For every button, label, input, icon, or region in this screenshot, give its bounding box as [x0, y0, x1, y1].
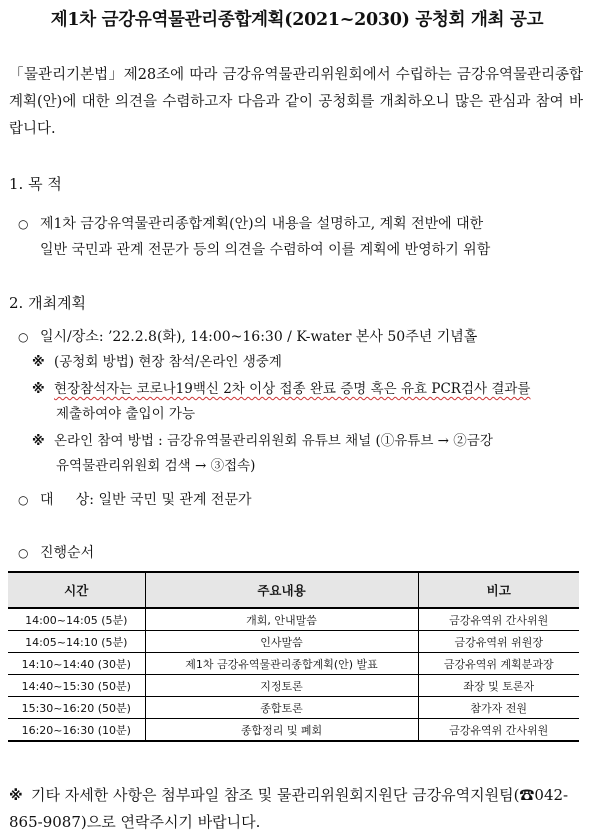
content-cell: 개회, 안내말씀 — [145, 608, 418, 631]
time-cell: 14:40~15:30 (50분) — [8, 675, 145, 697]
content-cell: 제1차 금강유역물관리종합계획(안) 발표 — [145, 653, 418, 675]
remarks-cell: 금강유역위 간사위원 — [418, 608, 579, 631]
remarks-cell: 금강유역위 계획분과장 — [418, 653, 579, 675]
content-cell: 종합정리 및 폐회 — [145, 719, 418, 742]
remarks-cell: 금강유역위 위원장 — [418, 631, 579, 653]
section-plan-heading: 2. 개최계획 — [9, 294, 87, 312]
time-cell: 15:30~16:20 (50분) — [8, 697, 145, 719]
plan-target-text: 대 상: 일반 국민 및 관계 전문가 — [40, 492, 252, 508]
plan-note-3-cont: 유역물관리위원회 검색 → ③접속) — [56, 458, 256, 474]
table-row — [8, 675, 579, 697]
reference-mark-icon: ※ — [9, 788, 23, 804]
purpose-line-2: 일반 국민과 관계 전문가 등의 의견을 수렴하여 이를 계획에 반영하기 위함 — [40, 242, 491, 258]
purpose-text-1: 제1차 금강유역물관리종합계획(안)의 내용을 설명하고, 계획 전반에 대한 — [40, 216, 484, 232]
plan-note-2-text: 현장참석자는 코로나19백신 2차 이상 접종 완료 증명 혹은 유효 PCR검사 결과를 — [54, 381, 531, 397]
plan-note-1 — [32, 351, 282, 374]
header-remarks: 비고 — [418, 572, 579, 608]
page-title: 제1차 금강유역물관리종합계획(2021~2030) 공청회 개최 공고 — [50, 10, 544, 30]
circle-bullet-icon: ○ — [18, 217, 29, 231]
footer-note — [9, 782, 587, 835]
remarks-cell: 금강유역위 간사위원 — [418, 719, 579, 742]
schedule-table — [8, 571, 579, 742]
time-cell: 16:20~16:30 (10분) — [8, 719, 145, 742]
intro-paragraph: 「물관리기본법」제28조에 따라 금강유역물관리위원회에서 수립하는 금강유역물관리종합계획(안)에 대한 의견을 수렴하고자 다음과 같이 공청회를 개최하오니 많은 관심과 참여 바랍니다. — [9, 67, 583, 137]
footer-note-text: 기타 자세한 사항은 첨부파일 참조 및 물관리위원회지원단 금강유역지원팀(☎042-865-9087)으로 연락주시기 바랍니다. — [9, 786, 569, 831]
circle-bullet-icon: ○ — [18, 493, 29, 507]
header-time: 시간 — [8, 572, 145, 608]
schedule-header-row — [8, 572, 579, 608]
table-row — [8, 608, 579, 631]
circle-bullet-icon: ○ — [18, 330, 29, 344]
plan-note-2-cont: 제출하여야 출입이 가능 — [56, 406, 195, 422]
content-cell: 인사말씀 — [145, 631, 418, 653]
content-cell: 지정토론 — [145, 675, 418, 697]
plan-note-1-text: (공청회 방법) 현장 참석/온라인 생중계 — [54, 354, 282, 370]
remarks-cell: 좌장 및 토론자 — [418, 675, 579, 697]
plan-target-line — [18, 489, 252, 511]
plan-note-3-text: 온라인 참여 방법 : 금강유역물관리위원회 유튜브 채널 (①유튜브 → ②금강 — [54, 433, 493, 449]
time-cell: 14:10~14:40 (30분) — [8, 653, 145, 675]
table-row — [8, 631, 579, 653]
remarks-cell: 참가자 전원 — [418, 697, 579, 719]
reference-mark-icon: ※ — [32, 355, 45, 370]
plan-order-line — [18, 542, 94, 564]
plan-order-text: 진행순서 — [40, 545, 95, 561]
table-row — [8, 697, 579, 719]
time-cell: 14:00~14:05 (5분) — [8, 608, 145, 631]
plan-note-2 — [32, 378, 530, 401]
plan-note-3 — [32, 430, 493, 453]
content-cell: 종합토론 — [145, 697, 418, 719]
plan-datetime-line — [18, 326, 477, 348]
table-row — [8, 719, 579, 742]
circle-bullet-icon: ○ — [18, 546, 29, 560]
reference-mark-icon: ※ — [32, 382, 45, 397]
purpose-line-1 — [18, 213, 483, 235]
time-cell: 14:05~14:10 (5분) — [8, 631, 145, 653]
reference-mark-icon: ※ — [32, 434, 45, 449]
section-purpose-heading: 1. 목 적 — [9, 175, 62, 193]
header-content: 주요내용 — [145, 572, 418, 608]
plan-datetime-text: 일시/장소: ’22.2.8(화), 14:00~16:30 / K-water 본사 50주년 기념홀 — [40, 329, 478, 345]
table-row — [8, 653, 579, 675]
